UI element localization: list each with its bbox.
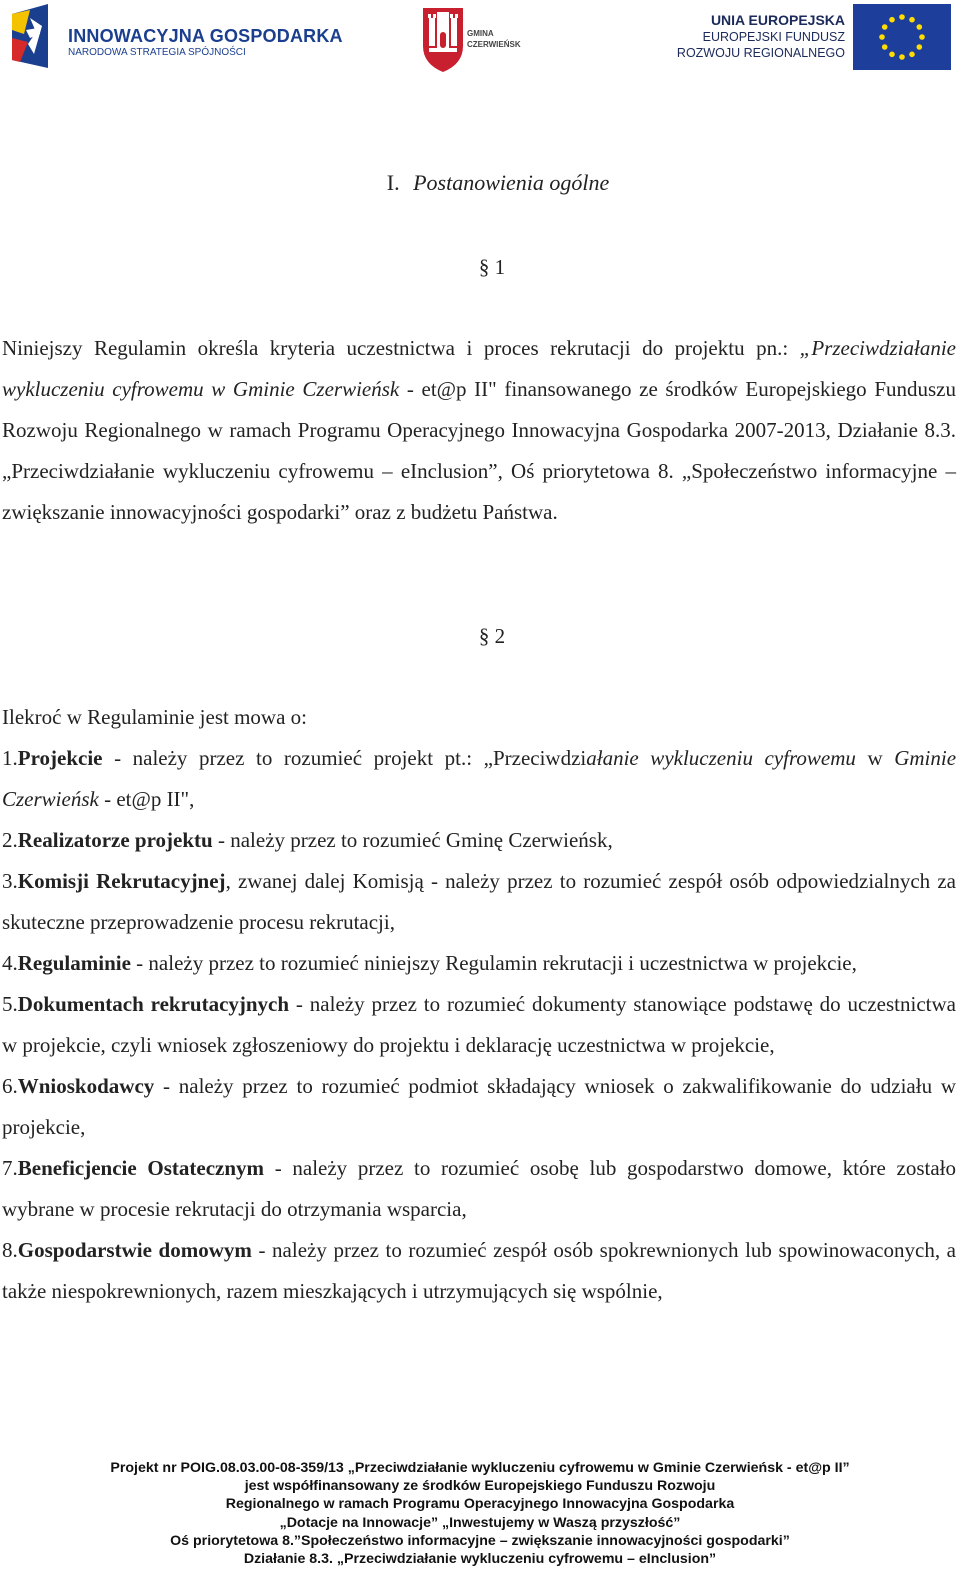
ig-logo-subtitle: NARODOWA STRATEGIA SPÓJNOŚCI xyxy=(68,47,246,58)
ig-logo-title: INNOWACYJNA GOSPODARKA xyxy=(68,26,343,46)
footer-line: jest współfinansowany ze środków Europejskiego Funduszu Rozwoju xyxy=(244,1478,716,1495)
definition-text: - należy przez to rozumieć osobę lub gospodarstwo domowe, które zostało wybrane w procesie rekrutacji do otrzymania wsparcia, xyxy=(2,1156,956,1221)
footer-line: Projekt nr POIG.08.03.00-08-359/13 „Przeciwdziałanie wykluczeniu cyfrowemu w Gminie Czerwieńsk - et@p II” xyxy=(110,1460,850,1476)
gmina-czerwiensk-logo xyxy=(420,2,530,74)
eu-flag-icon xyxy=(853,4,951,70)
section-1-text-part1: Niniejszy Regulamin określa kryteria uczestnictwa i proces rekrutacji do projektu pn.: xyxy=(2,336,800,360)
definition-text: - należy przez to rozumieć niniejszy Regulamin rekrutacji i uczestnictwa w projekcie, xyxy=(130,951,857,975)
definition-item xyxy=(2,1230,956,1312)
definition-number: 5. xyxy=(2,992,18,1016)
definition-item xyxy=(2,1066,956,1148)
page-footer xyxy=(0,1459,960,1568)
definition-number: 4. xyxy=(2,951,18,975)
gmina-label: GMINA xyxy=(467,29,494,38)
footer-line: Działanie 8.3. „Przeciwdziałanie wykluczeniu cyfrowemu – eInclusion” xyxy=(243,1551,717,1568)
chapter-number: I. xyxy=(386,170,400,195)
footer-line: „Dotacje na Innowacje” „Inwestujemy w Waszą przyszłość” xyxy=(279,1514,681,1531)
footer-line: Regionalnego w ramach Programu Operacyjnego Innowacyjna Gospodarka xyxy=(225,1496,735,1513)
definition-item xyxy=(2,861,956,943)
definition-item xyxy=(2,820,956,861)
definition-text-italic: ałanie wykluczeniu cyfrowemu xyxy=(586,746,856,770)
definition-term: Regulaminie xyxy=(17,951,131,975)
section-2-definitions xyxy=(2,697,956,1312)
section-1-text-part3: - et@p II" finansowanego ze środków Europejskiego Funduszu Rozwoju Regionalnego w ramach Programu Operacyjnego Innowacyjna Gospodarka 2007-2013, Działanie 8.3. „Przeciwdziałanie wykluczeniu cyfrowemu – eInclusion”, Oś priorytetowa 8. „Społeczeństwo informacyjne – zwiększanie innowacyjności gospodarki” oraz z budżetu Państwa. xyxy=(2,377,957,524)
definition-term: Wnioskodawcy xyxy=(17,1074,155,1098)
gmina-name: CZERWIEŃSK xyxy=(467,40,521,49)
definition-item xyxy=(2,943,956,984)
section-1-mark: § 1 xyxy=(478,255,506,279)
ig-emblem-icon xyxy=(8,4,58,72)
definition-number: 3. xyxy=(2,869,18,893)
definition-text: , zwanej dalej Komisją - należy przez to rozumieć zespół osób odpowiedzialnych za skuteczne przeprowadzenie procesu rekrutacji, xyxy=(2,869,956,934)
ue-logo-line1: UNIA EUROPEJSKA xyxy=(710,12,845,28)
section-1-text xyxy=(2,328,956,533)
definition-item xyxy=(2,1148,956,1230)
czerwiensk-crest-icon xyxy=(420,2,466,74)
definition-number: 7. xyxy=(2,1156,18,1180)
section-2-intro: Ilekroć w Regulaminie jest mowa o: xyxy=(2,705,308,729)
definition-text: - należy przez to rozumieć Gminę Czerwieńsk, xyxy=(212,828,613,852)
definition-text: - należy przez to rozumieć zespół osób spokrewnionych lub spowinowaconych, a także niespokrewnionych, razem mieszkających i utrzymujących się wspólnie, xyxy=(2,1238,956,1303)
definition-text: - należy przez to rozumieć podmiot składający wniosek o zakwalifikowanie do udziału w projekcie, xyxy=(2,1074,956,1139)
section-1-project-name: „Przeciwdziałanie wykluczeniu cyfrowemu w Gminie Czerwieńsk xyxy=(2,336,956,401)
page-header xyxy=(0,0,960,80)
definition-text: - et@p II", xyxy=(98,787,195,811)
chapter-title: Postanowienia ogólne xyxy=(413,170,610,195)
definition-number: 1. xyxy=(2,746,18,770)
innowacyjna-gospodarka-logo xyxy=(8,4,343,72)
definition-term: Projekcie xyxy=(17,746,103,770)
definition-term: Komisji Rekrutacyjnej xyxy=(17,869,226,893)
definition-text: w xyxy=(855,746,895,770)
definition-term: Gospodarstwie domowym xyxy=(17,1238,252,1262)
unia-europejska-logo xyxy=(675,4,955,72)
ue-logo-line3: ROZWOJU REGIONALNEGO xyxy=(676,46,845,60)
definition-text: - należy przez to rozumieć dokumenty stanowiące podstawę do uczestnictwa w projekcie, czyli wniosek zgłoszeniowy do projektu i deklarację uczestnictwa w projekcie, xyxy=(2,992,956,1057)
definition-text: - należy przez to rozumieć projekt pt.: „Przeciwdzi xyxy=(102,746,587,770)
definition-item xyxy=(2,984,956,1066)
definition-number: 2. xyxy=(2,828,18,852)
definition-term: Beneficjencie Ostatecznym xyxy=(17,1156,265,1180)
ue-logo-line2: EUROPEJSKI FUNDUSZ xyxy=(702,30,845,44)
definition-term: Realizatorze projektu xyxy=(17,828,213,852)
definition-item xyxy=(2,738,956,820)
definition-number: 6. xyxy=(2,1074,18,1098)
section-2-mark: § 2 xyxy=(478,624,506,648)
chapter-heading xyxy=(0,170,960,196)
definition-number: 8. xyxy=(2,1238,18,1262)
definition-term: Dokumentach rekrutacyjnych xyxy=(17,992,290,1016)
footer-line: Oś priorytetowa 8.”Społeczeństwo informacyjne – zwiększanie innowacyjności gospodarki” xyxy=(170,1532,790,1549)
definition-text-italic: Gminie Czerwieńsk xyxy=(2,746,957,811)
